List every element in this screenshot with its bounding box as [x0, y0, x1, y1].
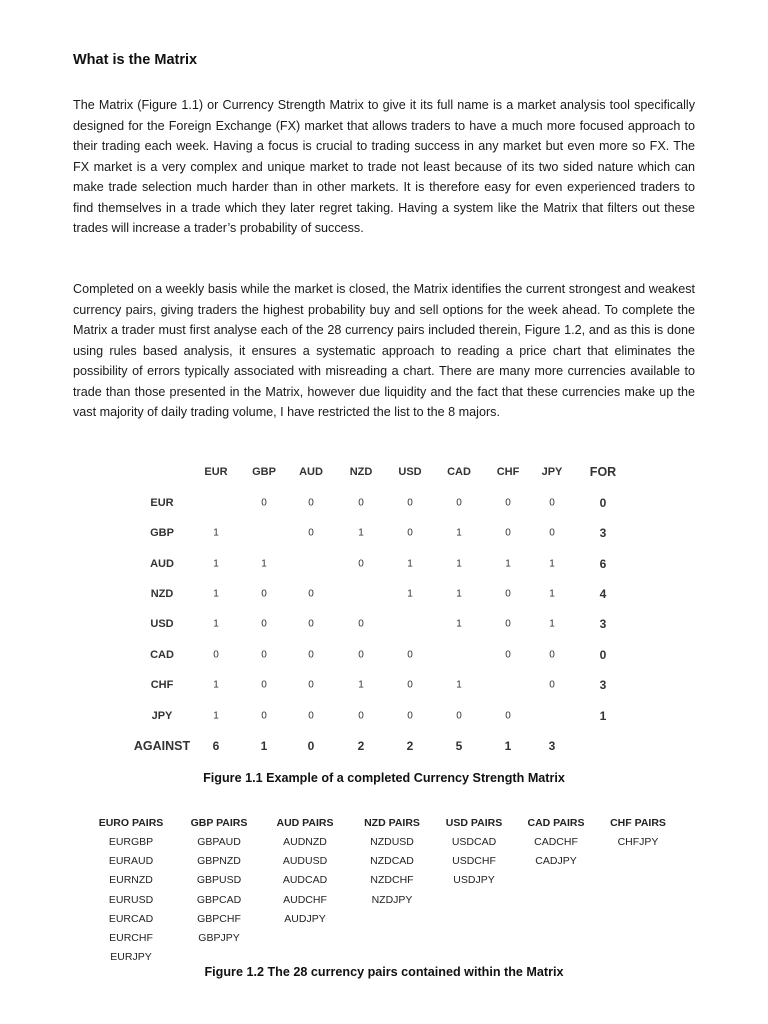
matrix-cell: 0 [308, 710, 314, 722]
matrix-cell: 1 [358, 527, 364, 539]
matrix-cell: 0 [261, 649, 267, 661]
pairs-col-header: EURO PAIRS [98, 817, 164, 829]
matrix-cell: 0 [549, 497, 555, 509]
pair-item: USDCAD [451, 836, 497, 848]
pairs-col-header: CHF PAIRS [610, 817, 666, 829]
pair-item: CADCHF [534, 836, 578, 848]
matrix-cell: 0 [358, 618, 364, 630]
figure-1-1-caption: Figure 1.1 Example of a completed Currency Strength Matrix [203, 771, 565, 785]
matrix-col-header-nzd: NZD [349, 466, 373, 478]
matrix-cell: 1 [213, 558, 219, 570]
matrix-row-header-nzd: NZD [150, 588, 174, 600]
pair-item: AUDJPY [284, 912, 326, 925]
matrix-cell: 0 [407, 649, 413, 661]
matrix-col-header-gbp: GBP [252, 466, 276, 478]
pair-item: EURAUD [108, 855, 154, 868]
matrix-for-header: FOR [589, 465, 617, 479]
matrix-cell: 0 [505, 497, 511, 509]
matrix-cell: 0 [308, 497, 314, 509]
matrix-cell: 0 [308, 649, 314, 661]
pair-item: NZDCHF [370, 874, 414, 887]
pair-item: EURCHF [109, 932, 153, 944]
matrix-row-header-aud: AUD [150, 558, 174, 570]
pair-item: NZDCAD [370, 855, 414, 868]
pairs-col-header: CAD PAIRS [527, 817, 585, 829]
pair-item: USDJPY [453, 874, 495, 887]
pair-item: GBPJPY [198, 932, 240, 944]
matrix-cell: 0 [261, 710, 267, 722]
matrix-against-total: 0 [307, 739, 315, 753]
figure-1-2-caption: Figure 1.2 The 28 currency pairs contained within the Matrix [204, 965, 564, 979]
matrix-cell: 1 [261, 558, 267, 570]
matrix-cell: 1 [505, 558, 511, 570]
matrix-row-header-eur: EUR [150, 497, 174, 509]
matrix-cell: 0 [261, 618, 267, 630]
matrix-cell: 0 [505, 710, 511, 722]
matrix-cell: 1 [407, 588, 413, 600]
pair-item: GBPAUD [197, 836, 241, 848]
matrix-cell: 0 [407, 710, 413, 722]
matrix-against-total: 2 [357, 739, 365, 753]
pair-item: EURCAD [108, 912, 154, 925]
matrix-row-header-usd: USD [150, 618, 174, 630]
pair-item: AUDCHF [283, 893, 327, 906]
matrix-cell: 0 [505, 588, 511, 600]
matrix-cell: 0 [358, 558, 364, 570]
pair-item: EURJPY [110, 951, 152, 964]
matrix-col-header-cad: CAD [447, 466, 471, 478]
completion-paragraph: Completed on a weekly basis while the market is closed, the Matrix identifies the current strongest and weakest currency pairs, giving traders the highest probability buy and sell options for the week ahead. To complete the Matrix a trader must first analyse each of the 28 currency pairs included therein, Figure 1.2, and as this is done using rules based analysis, it ensures a systematic approach to reading a price chart that eliminates the possibility of errors typically associated with misreading a chart. There are many more currencies available to trade than those presented in the Matrix, however due liquidity and the fact that these currencies make up the vast majority of daily trading volume, I have restricted the list to the 8 majors. [73, 282, 695, 419]
matrix-for-total: 6 [599, 557, 607, 571]
matrix-cell: 0 [358, 649, 364, 661]
pair-item: AUDNZD [283, 836, 327, 848]
pair-item: GBPCHF [197, 912, 241, 925]
pair-item: EURNZD [109, 874, 153, 887]
matrix-cell: 1 [549, 618, 555, 630]
matrix-cell: 0 [456, 710, 462, 722]
matrix-against-total: 6 [212, 739, 220, 753]
matrix-against-total: 1 [504, 739, 512, 753]
matrix-cell: 1 [213, 618, 219, 630]
pairs-col-header: NZD PAIRS [364, 817, 420, 829]
matrix-cell: 1 [213, 527, 219, 539]
matrix-cell: 0 [407, 497, 413, 509]
matrix-cell: 0 [358, 497, 364, 509]
matrix-row-header-gbp: GBP [150, 527, 174, 539]
matrix-cell: 1 [456, 588, 462, 600]
pair-item: AUDUSD [282, 855, 328, 868]
matrix-cell: 0 [549, 679, 555, 691]
pair-item: NZDUSD [370, 836, 414, 848]
matrix-cell: 1 [358, 679, 364, 691]
matrix-cell: 0 [261, 588, 267, 600]
matrix-against-total: 1 [260, 739, 268, 753]
matrix-col-header-usd: USD [398, 466, 422, 478]
pair-item: EURGBP [108, 836, 154, 848]
pairs-col-header: USD PAIRS [445, 817, 503, 829]
pairs-col-header: GBP PAIRS [190, 817, 248, 829]
pair-item: CADJPY [535, 855, 577, 868]
matrix-for-total: 0 [599, 496, 607, 510]
pairs-col-header: AUD PAIRS [276, 817, 334, 829]
matrix-against-label: AGAINST [133, 739, 191, 753]
matrix-col-header-chf: CHF [496, 466, 520, 478]
matrix-cell: 1 [456, 679, 462, 691]
matrix-for-total: 3 [599, 617, 607, 631]
matrix-cell: 0 [505, 618, 511, 630]
matrix-cell: 0 [407, 679, 413, 691]
matrix-cell: 0 [549, 649, 555, 661]
pair-item: NZDJPY [371, 893, 413, 906]
matrix-cell: 0 [261, 497, 267, 509]
matrix-cell: 0 [407, 527, 413, 539]
matrix-row-header-cad: CAD [150, 649, 174, 661]
matrix-col-header-jpy: JPY [541, 466, 563, 478]
matrix-for-total: 3 [599, 678, 607, 692]
matrix-cell: 0 [213, 649, 219, 661]
matrix-cell: 1 [213, 588, 219, 600]
pair-item: AUDCAD [282, 874, 328, 887]
matrix-cell: 1 [407, 558, 413, 570]
matrix-cell: 1 [456, 618, 462, 630]
matrix-cell: 1 [549, 588, 555, 600]
pair-item: GBPNZD [197, 855, 241, 868]
matrix-col-header-aud: AUD [299, 466, 323, 478]
matrix-cell: 1 [456, 527, 462, 539]
pair-item: CHFJPY [617, 836, 659, 848]
matrix-cell: 0 [308, 679, 314, 691]
matrix-cell: 0 [261, 679, 267, 691]
pair-item: GBPUSD [196, 874, 242, 887]
matrix-row-header-chf: CHF [150, 679, 174, 691]
matrix-cell: 0 [456, 497, 462, 509]
matrix-against-total: 5 [455, 739, 463, 753]
matrix-cell: 0 [358, 710, 364, 722]
matrix-for-total: 4 [599, 587, 607, 601]
matrix-cell: 0 [308, 618, 314, 630]
matrix-for-total: 0 [599, 648, 607, 662]
matrix-cell: 1 [213, 710, 219, 722]
pair-item: USDCHF [452, 855, 496, 868]
matrix-row-header-jpy: JPY [151, 710, 173, 722]
matrix-against-total: 3 [548, 739, 556, 753]
matrix-cell: 0 [308, 527, 314, 539]
pair-item: GBPCAD [196, 893, 242, 906]
matrix-cell: 1 [549, 558, 555, 570]
pair-item: EURUSD [108, 893, 154, 906]
section-heading: What is the Matrix [73, 52, 198, 68]
matrix-for-total: 1 [599, 709, 607, 723]
intro-paragraph: The Matrix (Figure 1.1) or Currency Strength Matrix to give it its full name is a market analysis tool specifically designed for the Foreign Exchange (FX) market that allows traders to have a much more focused approach to their trading each week. Having a focus is crucial to trading success in any market but even more so FX. The FX market is a very complex and unique market to trade not least because of its two sided nature which can make trade selection much harder than in other markets. It is therefore easy for even experienced traders to find themselves in a trade which they later regret taking. Having a system like the Matrix that filters out these trades will increase a trader’s probability of success. [73, 98, 695, 235]
matrix-cell: 0 [505, 527, 511, 539]
matrix-against-total: 2 [406, 739, 414, 753]
matrix-cell: 1 [213, 679, 219, 691]
matrix-cell: 0 [549, 527, 555, 539]
matrix-for-total: 3 [599, 526, 607, 540]
matrix-col-header-eur: EUR [204, 466, 228, 478]
matrix-cell: 0 [505, 649, 511, 661]
matrix-cell: 0 [308, 588, 314, 600]
matrix-cell: 1 [456, 558, 462, 570]
